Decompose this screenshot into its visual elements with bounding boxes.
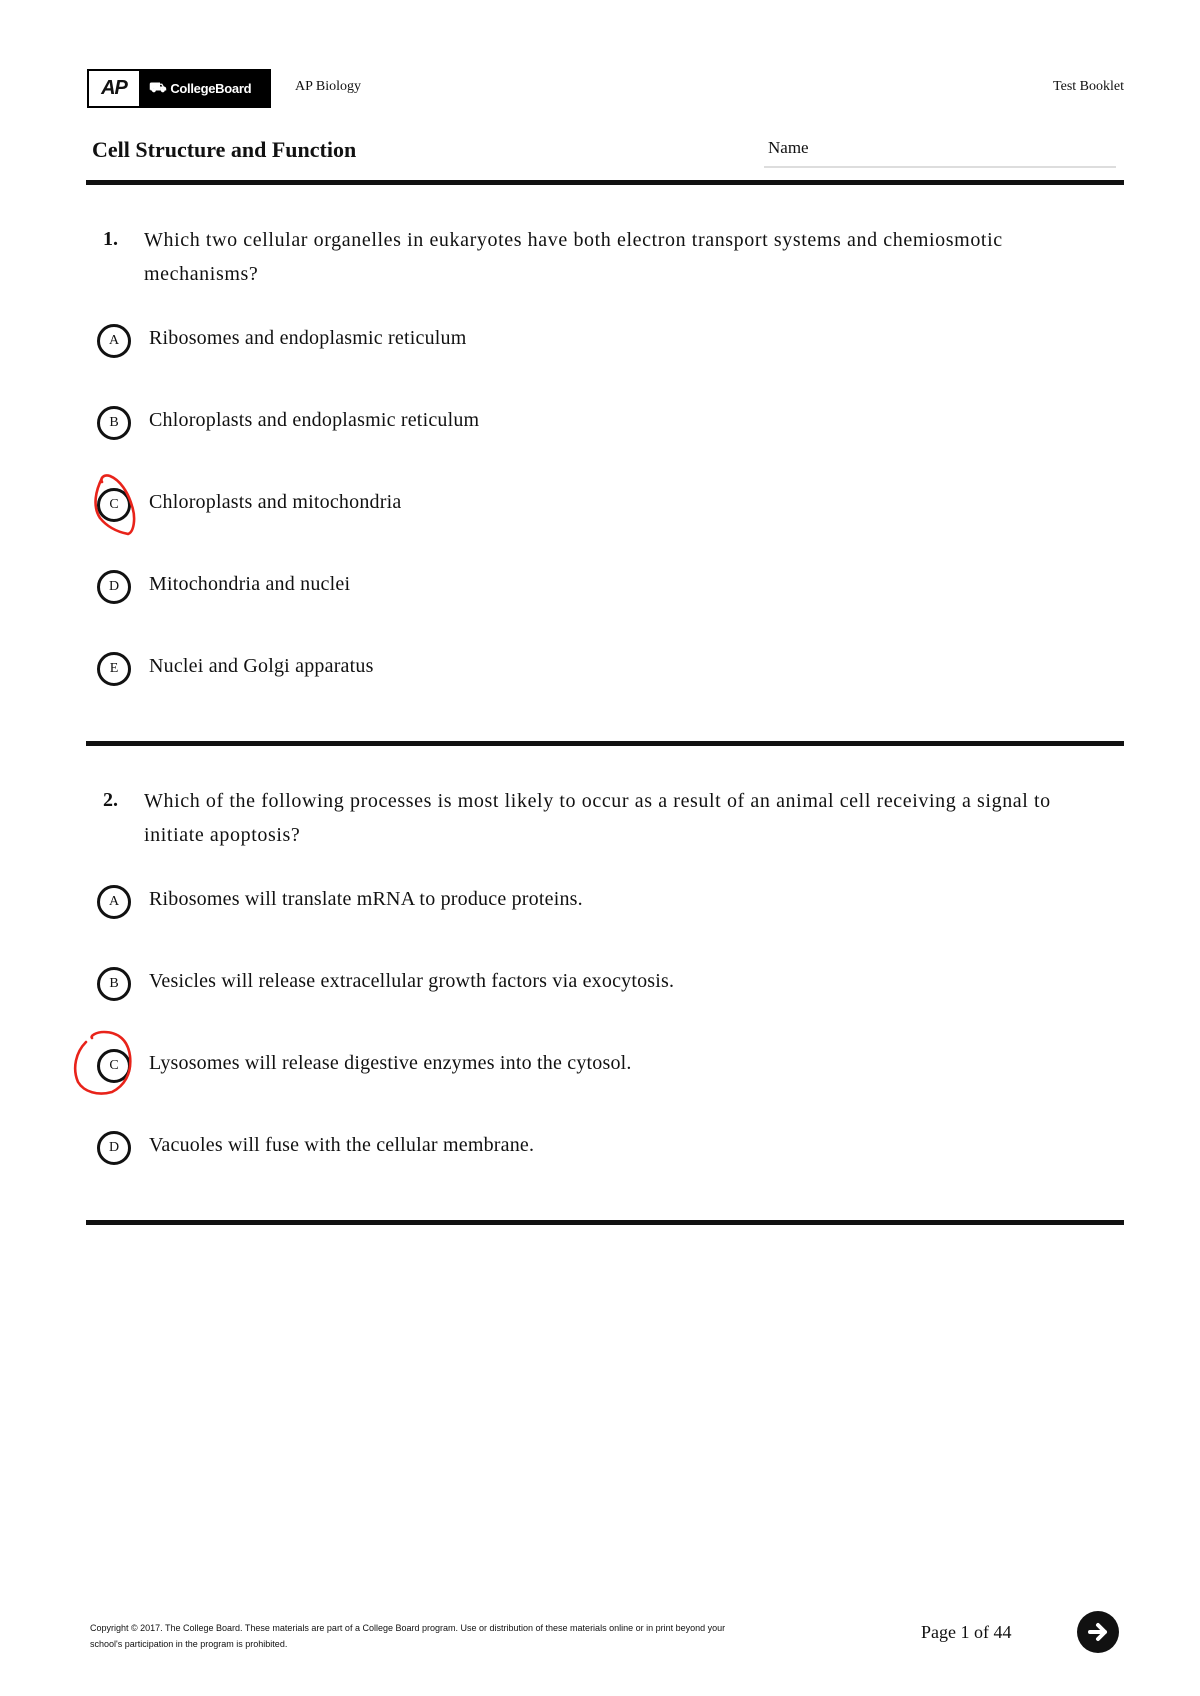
- question-line: Which of the following processes is most likely to occur as a result of an animal cell receiving a signal to: [144, 790, 1051, 812]
- option-c-text: Lysosomes will release digestive enzymes into the cytosol.: [149, 1052, 632, 1074]
- next-page-button[interactable]: [1077, 1611, 1119, 1653]
- divider: [86, 1220, 1124, 1225]
- option-e-bubble[interactable]: E: [97, 652, 131, 686]
- option-b-bubble[interactable]: B: [97, 406, 131, 440]
- page-title: Cell Structure and Function: [92, 137, 357, 162]
- option-b-text: Chloroplasts and endoplasmic reticulum: [149, 409, 480, 431]
- option-c-bubble[interactable]: C: [97, 1049, 131, 1083]
- question-text: [144, 784, 1112, 852]
- ap-logo: AP: [87, 69, 141, 108]
- ap-collegeboard-logo: [87, 69, 271, 108]
- name-label: Name: [768, 138, 809, 157]
- collegeboard-logo-text: CollegeBoard: [170, 81, 252, 96]
- question-line: mechanisms?: [144, 263, 259, 285]
- copyright-line: school's participation in the program is prohibited.: [90, 1639, 288, 1649]
- option-a-bubble[interactable]: A: [97, 324, 131, 358]
- question-number: 2.: [103, 789, 118, 811]
- copyright-notice: [90, 1620, 810, 1652]
- option-c-text: Chloroplasts and mitochondria: [149, 491, 402, 513]
- booklet-label: Test Booklet: [1053, 79, 1124, 94]
- option-d-bubble[interactable]: D: [97, 1131, 131, 1165]
- option-b-text: Vesicles will release extracellular growth factors via exocytosis.: [149, 970, 675, 992]
- option-e-text: Nuclei and Golgi apparatus: [149, 655, 374, 677]
- option-d-bubble[interactable]: D: [97, 570, 131, 604]
- option-d-text: Vacuoles will fuse with the cellular membrane.: [149, 1134, 535, 1156]
- option-b-bubble[interactable]: B: [97, 967, 131, 1001]
- course-name: AP Biology: [295, 79, 361, 94]
- arrow-right-icon: [1083, 1617, 1113, 1647]
- name-field[interactable]: [764, 166, 1116, 168]
- collegeboard-logo: [141, 69, 271, 108]
- divider: [86, 180, 1124, 185]
- option-a-text: Ribosomes and endoplasmic reticulum: [149, 327, 467, 349]
- copyright-line: Copyright © 2017. The College Board. These materials are part of a College Board program. Use or distribution of these materials online or in print beyond your: [90, 1623, 726, 1633]
- option-d-text: Mitochondria and nuclei: [149, 573, 351, 595]
- question-text: [144, 223, 1112, 291]
- shield-icon: ⛟: [149, 79, 167, 95]
- option-a-bubble[interactable]: A: [97, 885, 131, 919]
- divider: [86, 741, 1124, 746]
- question-line: Which two cellular organelles in eukaryotes have both electron transport systems and chemiosmotic: [144, 229, 1003, 251]
- question-number: 1.: [103, 228, 118, 250]
- option-c-bubble[interactable]: C: [97, 488, 131, 522]
- option-a-text: Ribosomes will translate mRNA to produce proteins.: [149, 888, 583, 910]
- question-line: initiate apoptosis?: [144, 824, 301, 846]
- page-number: Page 1 of 44: [921, 1622, 1012, 1642]
